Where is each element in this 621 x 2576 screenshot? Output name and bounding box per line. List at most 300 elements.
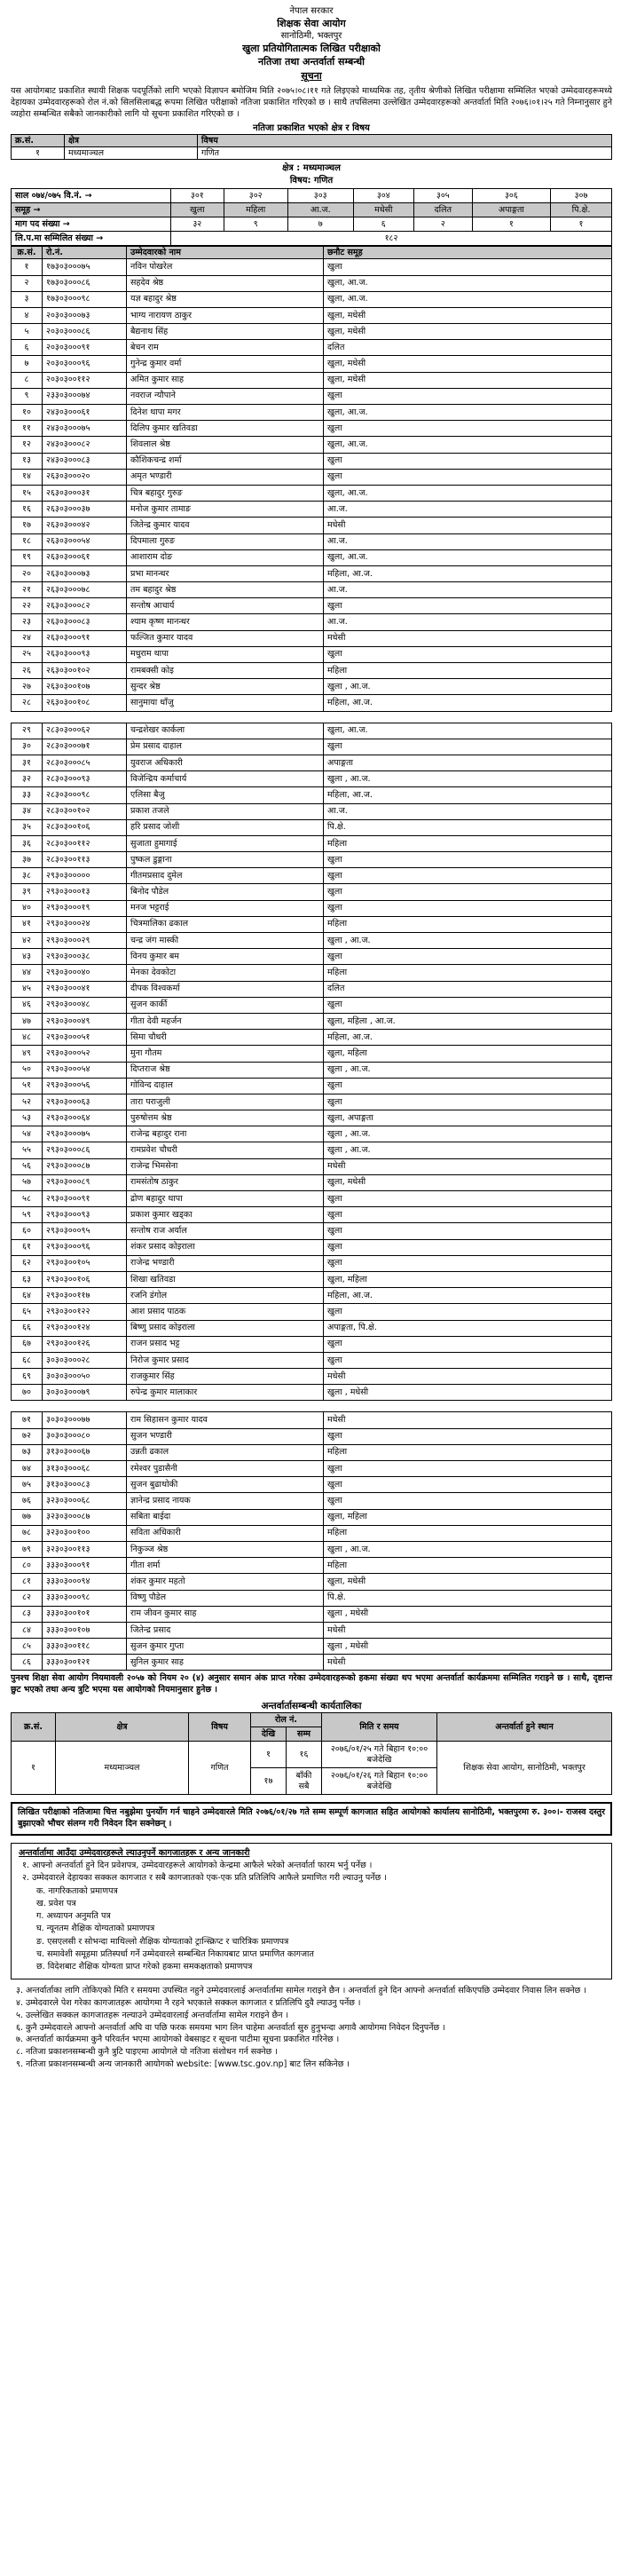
candidate-roll-number: ३०३०३०००५० — [43, 1369, 127, 1385]
candidate-row — [12, 981, 612, 997]
candidate-group: खुला , आ.ज. — [324, 1126, 612, 1142]
candidate-name: अमित कुमार साह — [127, 372, 324, 388]
candidate-roll-number: ३३३०३००१०१ — [43, 1606, 127, 1622]
note-item: ३. अन्तर्वार्ताका लागि तोकिएको मिति र समयमा उपस्थित नहुने उम्मेदवारलाई अन्तर्वार्तामा सामेल गराइने छैन । अन्तर्वार्ता हुने दिन आफ्नो अन्तर्वार्ता सकिएपछि उम्मेदवार निवास लिन सक्नेछ । — [16, 1986, 586, 1996]
candidate-group: खुला — [324, 868, 612, 884]
candidate-name: सविता अधिकारी — [127, 1525, 324, 1541]
quota-group: अपाङ्गता — [472, 203, 550, 217]
candidate-roll-number: ३१३०३०००८३ — [43, 1477, 127, 1493]
candidate-sn: २८ — [12, 695, 43, 711]
candidate-sn: ६७ — [12, 1336, 43, 1352]
candidate-sn: २० — [12, 565, 43, 581]
schedule-cell-area: मध्यमाञ्चल — [56, 1742, 189, 1795]
candidate-row — [12, 1622, 612, 1638]
candidate-roll-number: २९३०३००००० — [43, 868, 127, 884]
candidate-sn: २७ — [12, 679, 43, 695]
schedule-roll-from: १७ — [251, 1768, 287, 1795]
candidate-table-gap — [12, 711, 612, 723]
candidate-name: सन्तोष राज अर्याल — [127, 1223, 324, 1239]
candidate-roll-number: २९३०३०००७५ — [43, 1126, 127, 1142]
candidate-name: रामबक्सी कोइ — [127, 663, 324, 679]
candidate-name: सुनिल कुमार साह — [127, 1655, 324, 1671]
candidate-group: आ.ज. — [324, 533, 612, 549]
candidate-row — [12, 949, 612, 965]
area-cell-sn: १ — [12, 147, 65, 160]
candidate-row — [12, 1369, 612, 1385]
candidate-group: खुला, आ.ज. — [324, 485, 612, 501]
candidate-row — [12, 307, 612, 323]
candidate-name: राजेन्द्र भण्डारी — [127, 1255, 324, 1271]
candidate-group: खुला — [324, 1304, 612, 1320]
candidate-roll-number: २९३०३०००९३ — [43, 1207, 127, 1223]
candidate-group: खुला, आ.ज. — [324, 437, 612, 453]
candidate-roll-number: २८३०३०००८५ — [43, 755, 127, 770]
candidate-sn: ४० — [12, 900, 43, 916]
schedule-datetime: २०७६/०१/२६ गते बिहान १०:०० बजेदेखि — [322, 1768, 437, 1795]
header-result-type: नतिजा तथा अन्तर्वार्ता सम्बन्धी — [258, 55, 365, 67]
candidate-sn: ७२ — [12, 1428, 43, 1444]
area-table-row — [12, 147, 612, 160]
candidate-row — [12, 1639, 612, 1655]
candidate-row — [12, 469, 612, 485]
candidate-group: खुला , आ.ज. — [324, 1142, 612, 1158]
header-address: सानोठिमी, भक्तपुर — [280, 31, 342, 42]
candidate-roll-number: २९३०३०००४९ — [43, 1013, 127, 1029]
candidate-row — [12, 1239, 612, 1255]
candidate-roll-number: २०३०३०००९६ — [43, 356, 127, 372]
subject-area-line: क्षेत्र : मध्यमाञ्चल — [282, 163, 341, 174]
candidate-sn: ८५ — [12, 1639, 43, 1655]
candidate-name: आश प्रसाद पाठक — [127, 1304, 324, 1320]
candidate-name: प्रेम प्रसाद दाहाल — [127, 739, 324, 755]
candidate-row — [12, 630, 612, 646]
candidate-row — [12, 421, 612, 437]
candidate-row — [12, 356, 612, 372]
candidate-group: खुला , आ.ज. — [324, 771, 612, 787]
candidate-group: मधेसी — [324, 1158, 612, 1174]
candidate-group: खुला — [324, 884, 612, 900]
candidate-group: खुला, मधेसी — [324, 1574, 612, 1590]
candidate-name: प्रकाश तजले — [127, 803, 324, 819]
schedule-roll-to: बाँकी सबै — [287, 1768, 322, 1795]
candidate-sn: ८२ — [12, 1590, 43, 1606]
candidate-group: महिला, आ.ज. — [324, 565, 612, 581]
candidate-group: खुला — [324, 1477, 612, 1493]
candidate-name: सुजन बुढाथोकी — [127, 1477, 324, 1493]
candidate-roll-number: २८३०३००११२ — [43, 835, 127, 851]
intro-paragraph: यस आयोगबाट प्रकाशित स्थायी शिक्षक पदपूर्तिको लागि भएको विज्ञापन बमोजिम मिति २०७५।०८।११ गते लिइएको माध्यमिक तह, तृतीय श्रेणीको लिखित परीक्षामा सम्मिलित भएको उम्मेदवारहरूमध्ये देहायका उम्मेदवारहरूको रोल नं.को सिलसिलाबद्ध रूपमा लिखित परीक्षाको नतिजा प्रकाशित गरिएको छ । साथै तपसिलमा उल्लेखित उम्मेदवारहरूको अन्तर्वार्ता मिति २०७६।०१।२५ गते निम्नानुसार हुने व्यहोरा सम्बन्धित सबैको जानकारीको लागि यो सूचना प्रकाशित गरिएको छ । — [11, 86, 612, 119]
candidate-name: राजेन्द्र बहादुर राना — [127, 1126, 324, 1142]
candidate-row — [12, 614, 612, 630]
candidate-name: मेनका देवकोटा — [127, 965, 324, 981]
candidate-name: दिपमाला गुरुङ — [127, 533, 324, 549]
candidate-group: खुला, महिला — [324, 1046, 612, 1062]
candidate-roll-number: २९३०३००१२६ — [43, 1336, 127, 1352]
candidate-name: उन्नती ढकाल — [127, 1444, 324, 1460]
candidate-table-body — [12, 247, 612, 1671]
quota-code: ३०३ — [287, 189, 353, 203]
candidate-group: खुला, मधेसी — [324, 356, 612, 372]
candidate-row — [12, 771, 612, 787]
note-item: ५. उल्लेखित सक्कल कागजातहरू नल्याउने उम्मेदवारलाई अन्तर्वार्तामा सामेल गराइने छैन । — [16, 2010, 289, 2020]
candidate-sn: ७१ — [12, 1412, 43, 1428]
candidate-sn: ३९ — [12, 884, 43, 900]
candidate-group: खुला, आ.ज. — [324, 275, 612, 291]
candidate-row — [12, 291, 612, 307]
candidate-row — [12, 1385, 612, 1401]
candidate-name: दिलिप कुमार खतिवडा — [127, 421, 324, 437]
candidate-header-roll: रो.नं. — [43, 247, 127, 259]
candidate-name: प्रभा मानन्धर — [127, 565, 324, 581]
quota-group: मधेसी — [353, 203, 413, 217]
schedule-header-datetime: मिति र समय — [322, 1713, 437, 1742]
candidate-name: सुजाता हुमागाई — [127, 835, 324, 851]
candidate-group: महिला, आ.ज. — [324, 695, 612, 711]
candidate-row — [12, 884, 612, 900]
candidate-row — [12, 679, 612, 695]
candidate-row — [12, 1271, 612, 1287]
candidate-row — [12, 1288, 612, 1304]
candidate-row — [12, 549, 612, 565]
candidate-group: खुला , मधेसी — [324, 1639, 612, 1655]
candidate-sn: ४२ — [12, 933, 43, 949]
candidate-sn: १३ — [12, 453, 43, 469]
candidate-name: श्याम कृष्ण मानन्धर — [127, 614, 324, 630]
candidate-group: खुला — [324, 469, 612, 485]
candidate-sn: ३० — [12, 739, 43, 755]
candidate-sn: ८६ — [12, 1655, 43, 1671]
candidate-name: मधुराम थापा — [127, 646, 324, 662]
candidate-name: द्रोण बहादुर थापा — [127, 1191, 324, 1207]
candidate-roll-number: २८३०३०००९३ — [43, 771, 127, 787]
candidate-sn: ४८ — [12, 1030, 43, 1046]
candidate-name: राम सिहासन कुमार यादव — [127, 1412, 324, 1428]
candidate-roll-number: २६३०३०००३१ — [43, 485, 127, 501]
documents-item: १. आफ्नो अन्तर्वार्ता हुने दिन प्रवेशपत्र, उम्मेदवारहरूले आयोगको केन्द्रमा आफैले भरेको अन्तर्वार्ता फारम भर्नु पर्नेछ । — [22, 1861, 373, 1871]
candidate-roll-number: २९३०३००१२४ — [43, 1320, 127, 1336]
quota-group: आ.ज. — [287, 203, 353, 217]
candidate-name: दिप्तराज श्रेष्ठ — [127, 1062, 324, 1078]
candidate-row — [12, 1477, 612, 1493]
documents-subitem: घ. न्यूनतम शैक्षिक योग्यताको प्रमाणपत्र — [36, 1924, 155, 1934]
candidate-row — [12, 916, 612, 932]
candidate-sn: १५ — [12, 485, 43, 501]
candidate-roll-number: ३२३०३०००८७ — [43, 1509, 127, 1525]
schedule-cell-sn: १ — [12, 1742, 56, 1795]
candidate-group: मधेसी — [324, 1622, 612, 1638]
area-table-header — [12, 135, 612, 147]
candidate-name: रजनि डंगोल — [127, 1288, 324, 1304]
candidate-roll-number: ३३३०३००१२१ — [43, 1655, 127, 1671]
candidate-row — [12, 1558, 612, 1574]
candidate-sn: ६० — [12, 1223, 43, 1239]
area-section-title: नतिजा प्रकाशित भएको क्षेत्र र विषय — [253, 122, 370, 133]
candidate-roll-number: ३१३०३०००६८ — [43, 1461, 127, 1477]
candidate-roll-number: २६३०३०००८३ — [43, 614, 127, 630]
candidate-sn: ७५ — [12, 1477, 43, 1493]
candidate-group: खुला — [324, 1493, 612, 1509]
candidate-name: बिष्णु प्रसाद कोइराला — [127, 1320, 324, 1336]
candidate-group: खुला — [324, 1207, 612, 1223]
candidate-roll-number: २९३०३००१२२ — [43, 1304, 127, 1320]
candidate-roll-number: २८३०३०००६२ — [43, 723, 127, 739]
candidate-roll-number: २६३०३००१०७ — [43, 679, 127, 695]
candidate-sn: ६२ — [12, 1255, 43, 1271]
candidate-name: गीतमप्रसाद दुमेल — [127, 868, 324, 884]
area-table — [11, 134, 612, 160]
candidate-name: दीपक विश्वकर्मा — [127, 981, 324, 997]
candidate-sn: ९ — [12, 388, 43, 404]
candidate-group: खुला , आ.ज. — [324, 1062, 612, 1078]
candidate-roll-number: २६३०३००१०८ — [43, 695, 127, 711]
note-item: ६. कुनै उम्मेदवारले आफ्नो अन्तर्वार्ता अघि वा पछि फरक समयमा भाग लिन चाहेमा अन्तर्वार्ता सुरु हुनुभन्दा अगावै आयोगमा निवेदन दिनुपर्नेछ । — [16, 2022, 445, 2033]
candidate-row — [12, 1525, 612, 1541]
candidate-group: महिला — [324, 663, 612, 679]
area-header-subject: विषय — [198, 135, 612, 147]
area-cell-area: मध्यमाञ्चल — [65, 147, 198, 160]
candidate-row — [12, 1078, 612, 1094]
candidate-header-name: उम्मेदवारको नाम — [127, 247, 324, 259]
general-notes — [11, 1985, 612, 2070]
candidate-sn: २२ — [12, 598, 43, 614]
candidate-sn: ८१ — [12, 1574, 43, 1590]
candidate-sn: ५५ — [12, 1142, 43, 1158]
candidate-row — [12, 1493, 612, 1509]
candidate-name: गुनेन्द्र कुमार वर्मा — [127, 356, 324, 372]
candidate-roll-number: २९३०३०००१९ — [43, 900, 127, 916]
candidate-roll-number: २९३०३०००६३ — [43, 1094, 127, 1110]
candidate-roll-number: ३०३०३०००२८ — [43, 1352, 127, 1368]
candidate-group: खुला, आ.ज. — [324, 291, 612, 307]
candidate-name: चित्र बहादुर गुरुङ — [127, 485, 324, 501]
candidate-sn: ४१ — [12, 916, 43, 932]
candidate-name: रुपेन्द्र कुमार मालाकार — [127, 1385, 324, 1401]
candidate-group: खुला , आ.ज. — [324, 679, 612, 695]
quota-code: ३०१ — [171, 189, 224, 203]
candidate-sn: ६८ — [12, 1352, 43, 1368]
candidate-group: आ.ज. — [324, 582, 612, 598]
candidate-row — [12, 533, 612, 549]
candidate-name: बेचन राम — [127, 340, 324, 356]
candidate-roll-number: ३२३०३०००६८ — [43, 1493, 127, 1509]
quota-group: महिला — [224, 203, 287, 217]
candidate-roll-number: २६३०३०००९१ — [43, 630, 127, 646]
candidate-roll-number: २८३०३०००७१ — [43, 739, 127, 755]
candidate-roll-number: २९३०३०००८७ — [43, 1158, 127, 1174]
candidate-name: राजन प्रसाद भट्ट — [127, 1336, 324, 1352]
candidate-row — [12, 835, 612, 851]
candidate-row — [12, 1304, 612, 1320]
candidate-name: अमृत भण्डारी — [127, 469, 324, 485]
candidate-group: खुला , आ.ज. — [324, 933, 612, 949]
quota-table — [11, 188, 612, 246]
candidate-group: खुला — [324, 739, 612, 755]
candidate-name: गीता शर्मा — [127, 1558, 324, 1574]
candidate-group: मधेसी — [324, 1412, 612, 1428]
candidate-roll-number: २६३०३०००२० — [43, 469, 127, 485]
candidate-group: खुला , मधेसी — [324, 1606, 612, 1622]
candidate-group: महिला — [324, 1525, 612, 1541]
candidate-group: खुला — [324, 949, 612, 965]
candidate-group: खुला — [324, 1094, 612, 1110]
candidate-row — [12, 259, 612, 275]
candidate-name: हरि प्रसाद जोशी — [127, 819, 324, 835]
candidate-name: पुरुषोत्तम श्रेष्ठ — [127, 1110, 324, 1126]
candidate-roll-number: २९३०३०००५१ — [43, 1030, 127, 1046]
candidate-row — [12, 646, 612, 662]
candidate-roll-number: २९३०३०००४१ — [43, 981, 127, 997]
candidate-name: यज्ञ बहादुर श्रेष्ठ — [127, 291, 324, 307]
candidate-roll-number: २०३०३०००८६ — [43, 324, 127, 340]
candidate-roll-number: २९३०३०००४० — [43, 965, 127, 981]
candidate-sn: १७ — [12, 518, 43, 533]
candidate-row — [12, 1428, 612, 1444]
candidate-sn: १२ — [12, 437, 43, 453]
quota-demand: १ — [550, 217, 611, 232]
candidate-roll-number: १७३०३०००७५ — [43, 259, 127, 275]
candidate-sn: ५० — [12, 1062, 43, 1078]
candidate-roll-number: २९३०३००१०६ — [43, 1271, 127, 1287]
candidate-name: मनज भट्टराई — [127, 900, 324, 916]
candidate-table-gap-cell — [12, 1401, 612, 1412]
candidate-roll-number: २९३०३०००९६ — [43, 1239, 127, 1255]
candidate-name: बैद्यनाथ सिंह — [127, 324, 324, 340]
candidate-sn: ४३ — [12, 949, 43, 965]
candidate-group: खुला — [324, 1078, 612, 1094]
candidate-sn: ४ — [12, 307, 43, 323]
candidate-sn: ६ — [12, 340, 43, 356]
subject-name-line: विषय: गणित — [289, 175, 334, 186]
candidate-roll-number: २३३०३०००७४ — [43, 388, 127, 404]
candidate-name: शंकर प्रसाद कोइराला — [127, 1239, 324, 1255]
quota-year-label: साल ०७४/०७५ वि.नं. → — [12, 189, 171, 203]
candidate-group: खुला — [324, 1223, 612, 1239]
quota-groups-row — [12, 203, 612, 217]
candidate-name: चित्रमालिका ढकाल — [127, 916, 324, 932]
candidate-sn: २९ — [12, 723, 43, 739]
candidate-group: खुला — [324, 1461, 612, 1477]
tie-note: पुनश्च शिक्षा सेवा आयोग नियमावली २०५७ को नियम २० (४) अनुसार समान अंक प्राप्त गरेका उम्मेदवारहरूको हकमा संख्या थप भएमा अन्तर्वार्ता कार्यक्रममा सम्मिलित गराइने छ । साथै, दृष्टान्त छुट भएको तथा अन्य त्रुटि भएमा यस आयोगको नियमानुसार हुनेछ । — [11, 1673, 612, 1695]
candidate-group: खुला — [324, 453, 612, 469]
candidate-row — [12, 739, 612, 755]
quota-code: ३०६ — [472, 189, 550, 203]
area-header-area: क्षेत्र — [65, 135, 198, 147]
schedule-header-roll: रोल नं. — [251, 1713, 322, 1727]
candidate-row — [12, 663, 612, 679]
candidate-row — [12, 518, 612, 533]
candidate-roll-number: २८३०३०००९८ — [43, 787, 127, 803]
candidate-name: सहदेव श्रेष्ठ — [127, 275, 324, 291]
candidate-name: शिखा खतिवडा — [127, 1271, 324, 1287]
note-item: ४. उम्मेदवारले पेश गरेका कागजातहरू आयोगमा नै रहने भएकाले सक्कल कागजात र प्रतिलिपि दुवै ल्याउनु पर्नेछ । — [16, 1998, 361, 2009]
candidate-header-sn: क्र.सं. — [12, 247, 43, 259]
candidate-roll-number: २९३०३०००५२ — [43, 1046, 127, 1062]
candidate-sn: ४४ — [12, 965, 43, 981]
candidate-roll-number: २९३०३०००५६ — [43, 1078, 127, 1094]
quota-codes-row — [12, 189, 612, 203]
candidate-sn: ५३ — [12, 1110, 43, 1126]
candidate-sn: ७४ — [12, 1461, 43, 1477]
area-cell-subject: गणित — [198, 147, 612, 160]
candidate-name: मनोज कुमार तामाङ — [127, 502, 324, 518]
candidate-roll-number: २९३०३०००२९ — [43, 933, 127, 949]
candidate-sn: ३४ — [12, 803, 43, 819]
candidate-row — [12, 1606, 612, 1622]
candidate-row — [12, 787, 612, 803]
candidate-name: फल्जित कुमार यादव — [127, 630, 324, 646]
candidate-group: खुला — [324, 1352, 612, 1368]
candidate-sn: ३३ — [12, 787, 43, 803]
candidate-group: खुला — [324, 646, 612, 662]
schedule-roll-to: १६ — [287, 1742, 322, 1768]
candidate-sn: ५८ — [12, 1191, 43, 1207]
candidate-name: युवराज अधिकारी — [127, 755, 324, 770]
candidate-sn: ७ — [12, 356, 43, 372]
candidate-sn: ५७ — [12, 1174, 43, 1190]
candidate-roll-number: २६३०३०००६१ — [43, 549, 127, 565]
candidate-sn: २१ — [12, 582, 43, 598]
candidate-sn: ४६ — [12, 997, 43, 1013]
required-documents-box — [11, 1843, 612, 1980]
candidate-group: खुला, आ.ज. — [324, 723, 612, 739]
schedule-table — [11, 1712, 612, 1795]
candidate-name: पुष्कल डुङ्गाना — [127, 852, 324, 868]
candidate-name: कौशिकचन्द्र शर्मा — [127, 453, 324, 469]
candidate-group: खुला, मधेसी — [324, 307, 612, 323]
candidate-name: नवराज न्यौपाने — [127, 388, 324, 404]
candidate-name: एलिसा बैजु — [127, 787, 324, 803]
candidate-name: सुजन कार्की — [127, 997, 324, 1013]
candidate-roll-number: २९३०३०००८६ — [43, 1142, 127, 1158]
candidate-row — [12, 1158, 612, 1174]
candidate-sn: ७७ — [12, 1509, 43, 1525]
area-header-sn: क्र.सं. — [12, 135, 65, 147]
header-government: नेपाल सरकार — [289, 6, 334, 16]
candidate-roll-number: २६३०३०००९३ — [43, 646, 127, 662]
candidate-row — [12, 803, 612, 819]
candidate-group: दलित — [324, 981, 612, 997]
candidate-name: तम बहादुर श्रेष्ठ — [127, 582, 324, 598]
candidate-sn: ६१ — [12, 1239, 43, 1255]
candidate-roll-number: २६३०३०००७३ — [43, 565, 127, 581]
candidate-sn: ७९ — [12, 1541, 43, 1557]
candidate-group: खुला — [324, 997, 612, 1013]
candidate-name: सुजन भण्डारी — [127, 1428, 324, 1444]
candidate-roll-number: २६३०३०००४२ — [43, 518, 127, 533]
candidate-row — [12, 453, 612, 469]
candidate-row — [12, 1336, 612, 1352]
candidate-name: गोविन्द दाहाल — [127, 1078, 324, 1094]
candidate-group: महिला — [324, 965, 612, 981]
candidate-sn: ६४ — [12, 1288, 43, 1304]
candidate-name: बिनोद पौडेल — [127, 884, 324, 900]
quota-group: दलित — [413, 203, 472, 217]
candidate-name: ज्ञानेन्द्र प्रसाद नायक — [127, 1493, 324, 1509]
documents-subitem: ङ. एसएलसी र सोभन्दा माथिल्लो शैक्षिक योग्यताको ट्रान्स्क्रिप्ट र चारित्रिक प्रमाणपत्र — [36, 1936, 289, 1947]
candidate-sn: १ — [12, 259, 43, 275]
candidate-roll-number: १७३०३०००९८ — [43, 291, 127, 307]
candidate-group: खुला — [324, 1428, 612, 1444]
candidate-row — [12, 502, 612, 518]
candidate-row — [12, 723, 612, 739]
candidate-roll-number: २९३०३०००२४ — [43, 916, 127, 932]
candidate-sn: ७० — [12, 1385, 43, 1401]
candidate-name: राम जीवन कुमार साह — [127, 1606, 324, 1622]
candidate-sn: ३१ — [12, 755, 43, 770]
candidate-group: पि.क्षे. — [324, 1590, 612, 1606]
candidate-sn: ७६ — [12, 1493, 43, 1509]
candidate-sn: ११ — [12, 421, 43, 437]
